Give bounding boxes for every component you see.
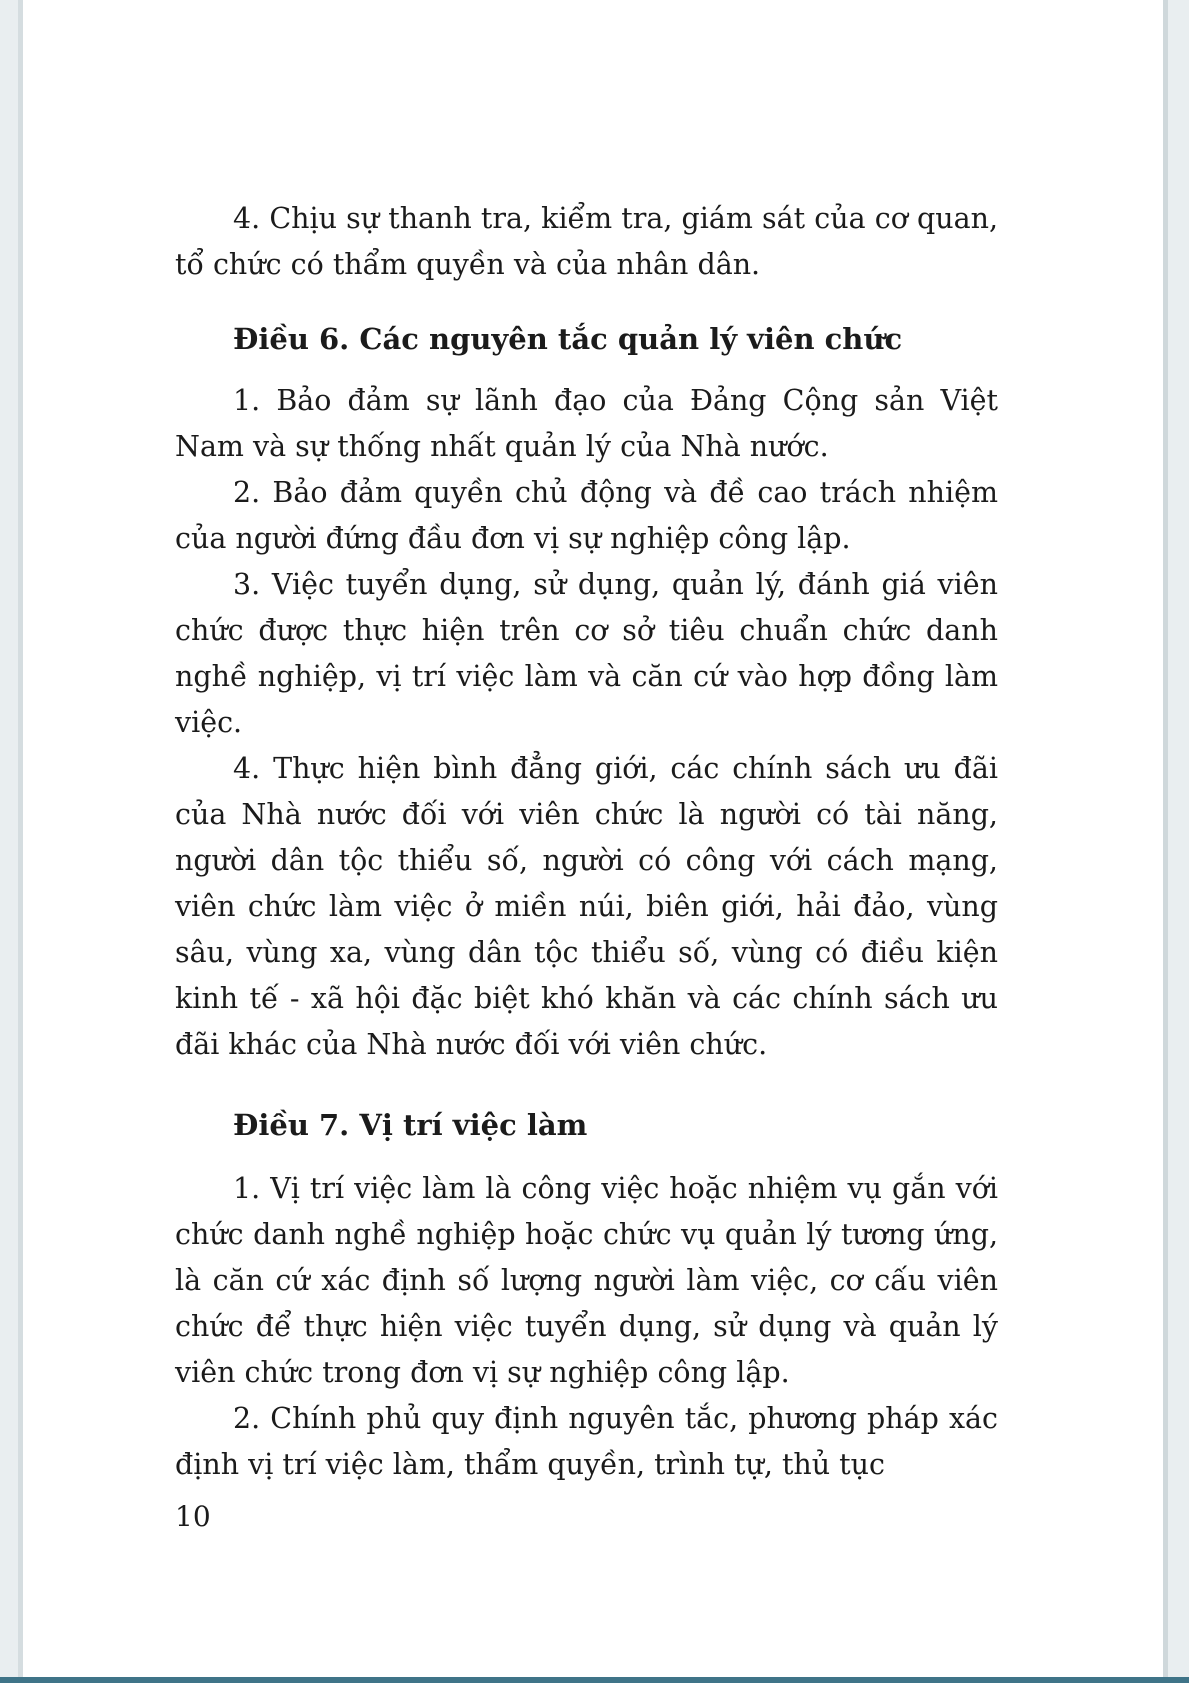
article-7-item-2: 2. Chính phủ quy định nguyên tắc, phương pháp xác định vị trí việc làm, thẩm quyền, trình tự, thủ tục — [175, 1402, 998, 1481]
page-frame-left-line — [18, 0, 23, 1683]
article-7-item-1: 1. Vị trí việc làm là công việc hoặc nhiệm vụ gắn với chức danh nghề nghiệp hoặc chức vụ quản lý tương ứng, là căn cứ xác định số lượng người làm việc, cơ cấu viên chức để thực hiện việc tuyển dụng, sử dụng và quản lý viên chức trong đơn vị sự nghiệp công lập. — [175, 1172, 998, 1389]
page-frame-right-line — [1163, 0, 1168, 1683]
article-6-item-2: 2. Bảo đảm quyền chủ động và đề cao trách nhiệm của người đứng đầu đơn vị sự nghiệp công lập. — [175, 476, 998, 555]
article-6-item-4: 4. Thực hiện bình đẳng giới, các chính sách ưu đãi của Nhà nước đối với viên chức là người có tài năng, người dân tộc thiểu số, người có công với cách mạng, viên chức làm việc ở miền núi, biên giới, hải đảo, vùng sâu, vùng xa, vùng dân tộc thiểu số, vùng có điều kiện kinh tế - xã hội đặc biệt khó khăn và các chính sách ưu đãi khác của Nhà nước đối với viên chức. — [175, 752, 998, 1061]
bottom-accent-bar — [0, 1677, 1189, 1683]
document-page — [175, 196, 998, 1488]
article-6-item-3: 3. Việc tuyển dụng, sử dụng, quản lý, đánh giá viên chức được thực hiện trên cơ sở tiêu chuẩn chức danh nghề nghiệp, vị trí việc làm và căn cứ vào hợp đồng làm việc. — [175, 568, 998, 739]
article-6-heading: Điều 6. Các nguyên tắc quản lý viên chức — [233, 322, 903, 356]
article-7-heading: Điều 7. Vị trí việc làm — [233, 1108, 588, 1142]
page-number: 10 — [175, 1500, 211, 1533]
paragraph-clause-4: 4. Chịu sự thanh tra, kiểm tra, giám sát của cơ quan, tổ chức có thẩm quyền và của nhân dân. — [175, 202, 998, 281]
article-6-item-1: 1. Bảo đảm sự lãnh đạo của Đảng Cộng sản Việt Nam và sự thống nhất quản lý của Nhà nước. — [175, 384, 998, 463]
